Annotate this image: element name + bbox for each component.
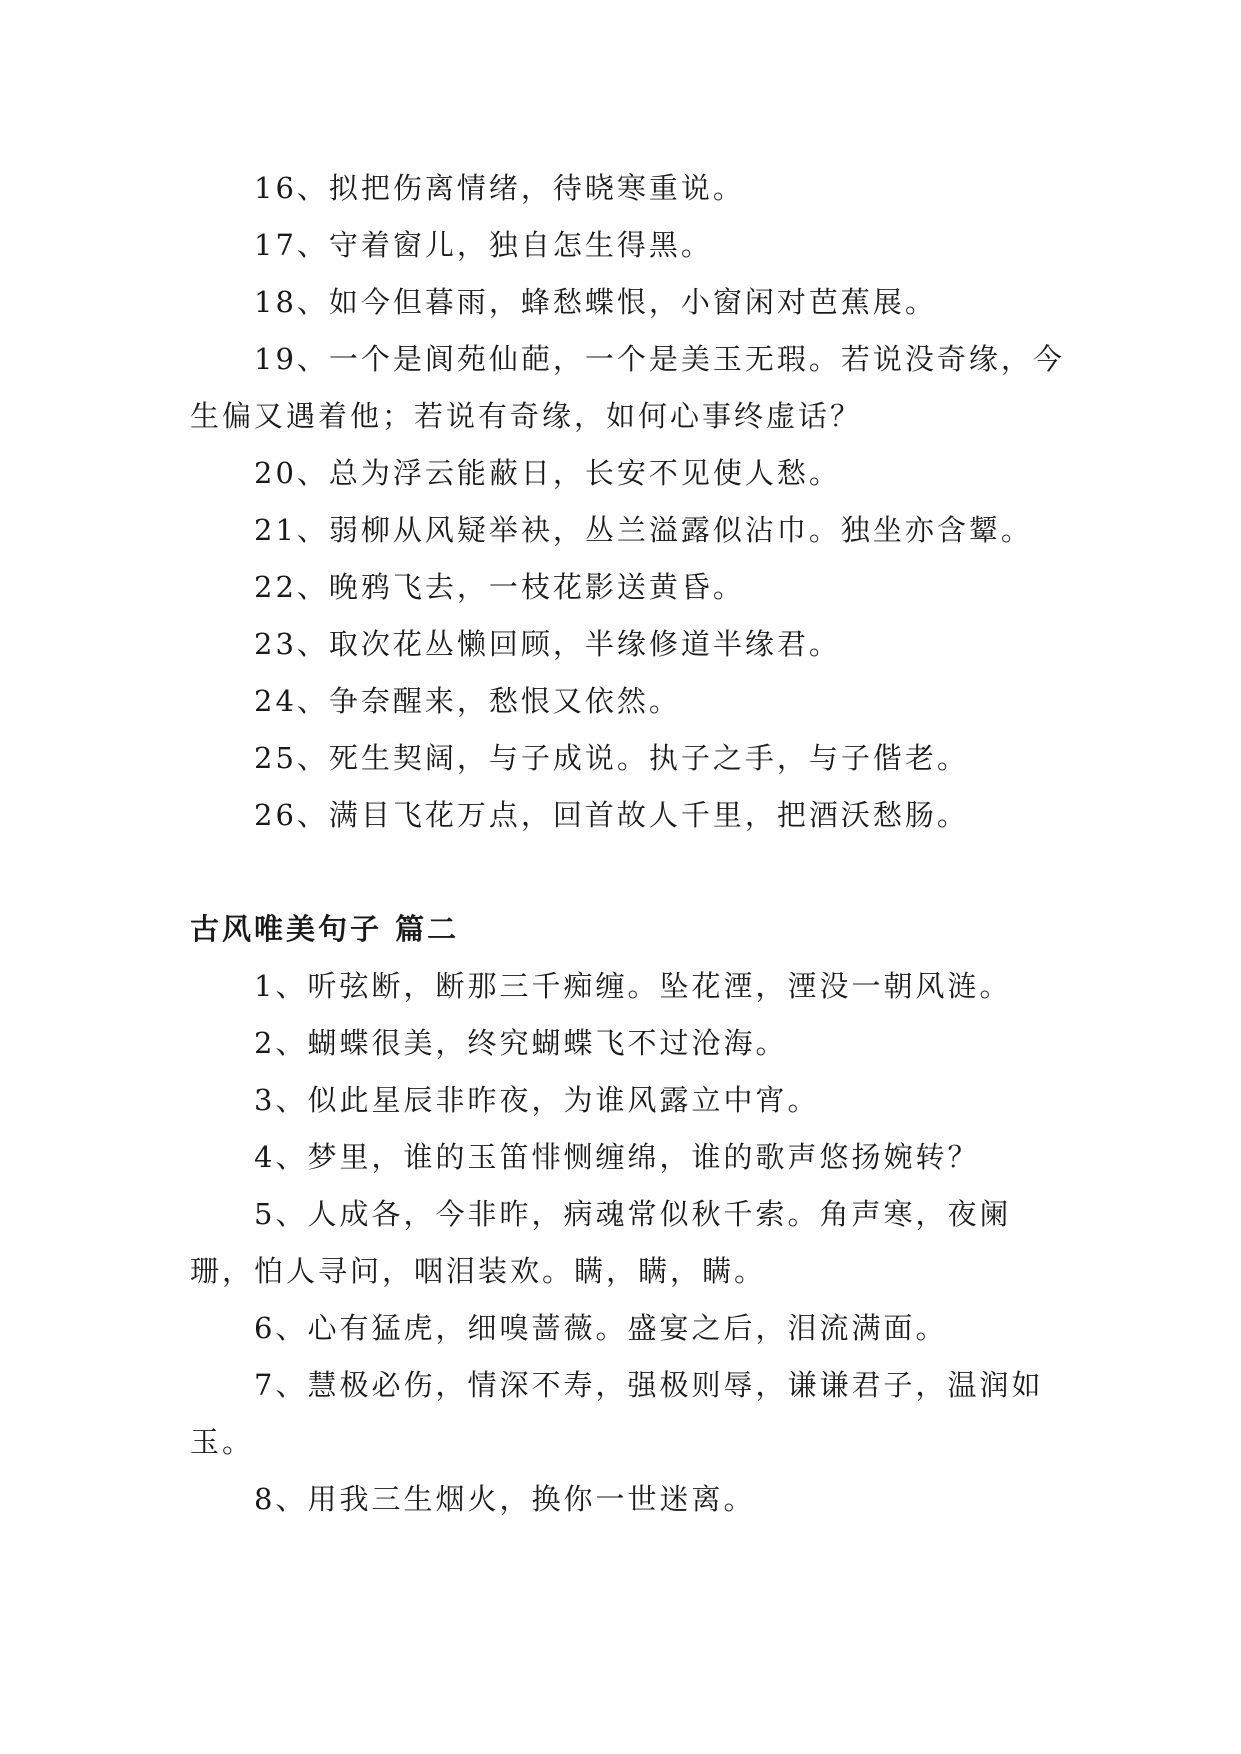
sentence-17: 17、守着窗儿，独自怎生得黑。 — [254, 228, 713, 262]
sentence-4: 4、梦里，谁的玉笛悱恻缠绵，谁的歌声悠扬婉转？ — [254, 1140, 980, 1174]
sentence-8: 8、用我三生烟火，换你一世迷离。 — [254, 1482, 756, 1516]
sentence-26: 26、满目飞花万点，回首故人千里，把酒沃愁肠。 — [254, 798, 969, 832]
sentence-20: 20、总为浮云能蔽日，长安不见使人愁。 — [254, 456, 841, 490]
document-body — [190, 160, 1070, 1528]
sentence-2: 2、蝴蝶很美，终究蝴蝶飞不过沧海。 — [254, 1026, 788, 1060]
sentence-23: 23、取次花丛懒回顾，半缘修道半缘君。 — [254, 627, 841, 661]
sentence-24: 24、争奈醒来，愁恨又依然。 — [254, 684, 681, 718]
sentence-22: 22、晚鸦飞去，一枝花影送黄昏。 — [254, 570, 745, 604]
sentence-5: 5、人成各，今非昨，病魂常似秋千索。角声寒，夜阑珊，怕人寻问，咽泪装欢。瞒，瞒，瞒。 — [190, 1197, 1012, 1288]
sentence-1: 1、听弦断，断那三千痴缠。坠花湮，湮没一朝风涟。 — [254, 969, 1012, 1003]
sentence-7: 7、慧极必伤，情深不寿，强极则辱，谦谦君子，温润如玉。 — [190, 1368, 1044, 1459]
sentence-3: 3、似此星辰非昨夜，为谁风露立中宵。 — [254, 1083, 820, 1117]
sentence-6: 6、心有猛虎，细嗅蔷薇。盛宴之后，泪流满面。 — [254, 1311, 948, 1345]
sentence-18: 18、如今但暮雨，蜂愁蝶恨，小窗闲对芭蕉展。 — [254, 285, 937, 319]
section-heading: 古风唯美句子 篇二 — [190, 912, 460, 946]
sentence-25: 25、死生契阔，与子成说。执子之手，与子偕老。 — [254, 741, 969, 775]
sentence-21: 21、弱柳从风疑举袂，丛兰溢露似沾巾。独坐亦含颦。 — [254, 513, 1033, 547]
sentence-19: 19、一个是阆苑仙葩，一个是美玉无瑕。若说没奇缘，今生偏又遇着他；若说有奇缘，如何心事终虚话？ — [190, 342, 1065, 433]
sentence-16: 16、拟把伤离情绪，待晓寒重说。 — [254, 171, 745, 205]
